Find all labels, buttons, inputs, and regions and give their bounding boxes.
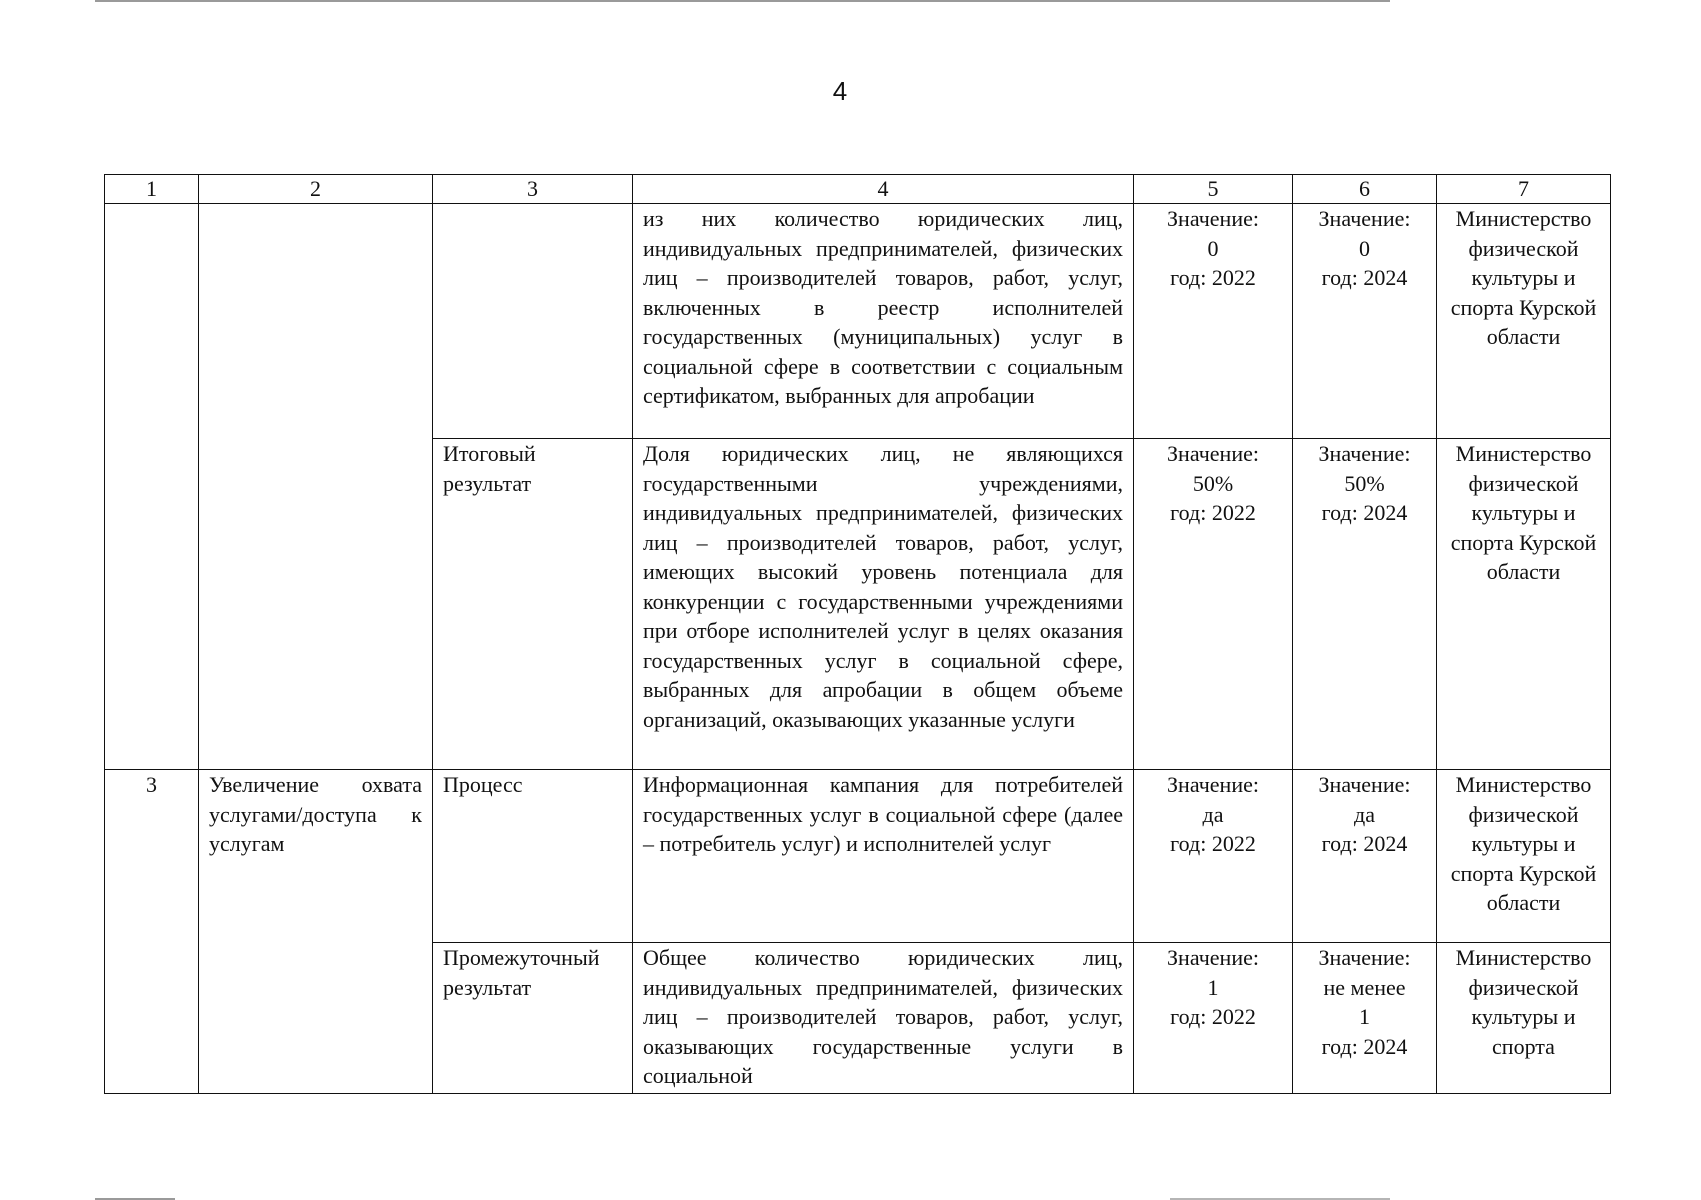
header-col-1: 1 <box>105 175 199 204</box>
row-number-cell <box>105 204 199 770</box>
header-col-2: 2 <box>199 175 433 204</box>
target-label: Значение: <box>1318 441 1411 466</box>
indicator-description-cell: Доля юридических лиц, не являющихся государственными учреждениями, индивидуальных предпринимателей, физических лиц – производителей товаров, работ, услуг, имеющих высокий уровень потенциала для конкуренции с государственными учреждениями при отборе исполнителей услуг в целях оказания государственных услуг в социальной сфере, выбранных для апробации в общем объеме организаций, оказывающих указанные услуги <box>633 439 1134 770</box>
baseline-value-cell <box>1134 943 1293 1094</box>
result-type-cell: Итоговый результат <box>433 439 633 770</box>
scan-edge-line-top <box>95 0 1390 2</box>
responsible-body-cell: Министерство физической культуры и спорта Курской области <box>1437 204 1611 439</box>
header-col-5: 5 <box>1134 175 1293 204</box>
baseline-label: Значение: <box>1167 206 1259 231</box>
target-year: год: 2024 <box>1321 265 1408 290</box>
row-number-cell: 3 <box>105 770 199 1094</box>
baseline-year: год: 2022 <box>1170 831 1256 856</box>
table-row <box>105 770 1611 943</box>
target-value-cell <box>1293 943 1437 1094</box>
task-cell: Увеличение охвата услугами/доступа к услугам <box>199 770 433 1094</box>
target-value: не менее <box>1323 974 1406 1000</box>
baseline-year: год: 2022 <box>1170 1004 1256 1029</box>
target-label: Значение: <box>1318 945 1411 970</box>
baseline-year: год: 2022 <box>1170 265 1256 290</box>
target-year: год: 2024 <box>1321 500 1408 525</box>
indicator-description-cell: Информационная кампания для потребителей государственных услуг в социальной сфере (далее – потребитель услуг) и исполнителей услуг <box>633 770 1134 943</box>
baseline-value: 0 <box>1207 235 1219 261</box>
baseline-year: год: 2022 <box>1170 500 1256 525</box>
target-value: да <box>1354 801 1375 827</box>
page-number: 4 <box>832 76 848 106</box>
header-col-7: 7 <box>1437 175 1611 204</box>
header-col-6: 6 <box>1293 175 1437 204</box>
responsible-body-cell: Министерство физической культуры и спорта <box>1437 943 1611 1094</box>
baseline-label: Значение: <box>1167 945 1259 970</box>
header-col-3: 3 <box>433 175 633 204</box>
document-table <box>104 174 1611 1094</box>
result-type-cell: Процесс <box>433 770 633 943</box>
target-value-cell <box>1293 770 1437 943</box>
result-type-cell <box>433 204 633 439</box>
target-value-cell <box>1293 439 1437 770</box>
result-type-cell: Промежуточный результат <box>433 943 633 1094</box>
target-year: год: 2024 <box>1321 831 1408 856</box>
target-label: Значение: <box>1318 206 1411 231</box>
target-value-extra: 1 <box>1359 1004 1370 1029</box>
task-cell <box>199 204 433 770</box>
baseline-value: да <box>1202 801 1224 827</box>
indicator-description-cell: Общее количество юридических лиц, индивидуальных предпринимателей, физических лиц – производителей товаров, работ, услуг, оказывающих государственные услуги в социальной <box>633 943 1134 1094</box>
baseline-value: 1 <box>1207 974 1219 1000</box>
target-value: 0 <box>1359 235 1370 261</box>
baseline-value-cell <box>1134 204 1293 439</box>
target-value-cell <box>1293 204 1437 439</box>
baseline-value-cell <box>1134 770 1293 943</box>
baseline-label: Значение: <box>1167 441 1259 466</box>
baseline-label: Значение: <box>1167 772 1259 797</box>
responsible-body-cell: Министерство физической культуры и спорта Курской области <box>1437 770 1611 943</box>
responsible-body-cell: Министерство физической культуры и спорта Курской области <box>1437 439 1611 770</box>
target-value: 50% <box>1344 470 1385 496</box>
target-year: год: 2024 <box>1321 1033 1408 1059</box>
target-label: Значение: <box>1318 772 1411 797</box>
table-row <box>105 204 1611 439</box>
baseline-value-cell <box>1134 439 1293 770</box>
header-col-4: 4 <box>633 175 1134 204</box>
baseline-value: 50% <box>1192 470 1234 496</box>
table-header-row <box>105 175 1611 204</box>
indicator-description-cell: из них количество юридических лиц, индивидуальных предпринимателей, физических лиц – производителей товаров, работ, услуг, включенных в реестр исполнителей государственных (муниципальных) услуг в социальной сфере в соответствии с социальным сертификатом, выбранных для апробации <box>633 204 1134 439</box>
